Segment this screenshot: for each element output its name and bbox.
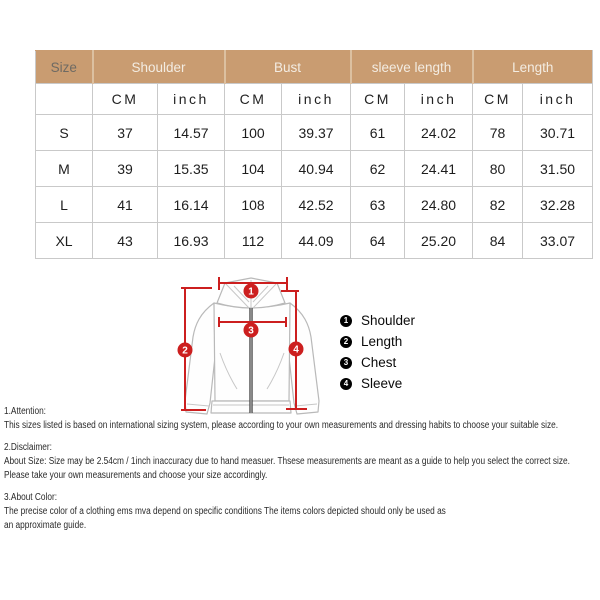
shoulder-inch-cell: 16.93 (158, 223, 225, 259)
shoulder-cm-cell: 43 (93, 223, 158, 259)
size-cell: XL (36, 223, 93, 259)
measurement-legend (340, 310, 415, 394)
bust-inch-unit: inch (282, 84, 351, 115)
marker-4-number: 4 (293, 344, 299, 356)
length-inch-cell: 32.28 (523, 187, 593, 223)
legend-label: Sleeve (361, 376, 403, 391)
bust-cm-unit: CM (225, 84, 282, 115)
note-title: 2.Disclaimer: (4, 442, 52, 453)
bust-cm-cell: 112 (225, 223, 282, 259)
shoulder-inch-unit: inch (158, 84, 225, 115)
sleeve-inch-cell: 24.41 (405, 151, 473, 187)
shoulder-cm-cell: 37 (93, 115, 158, 151)
note-about-color (4, 491, 597, 533)
header-length: Length (473, 51, 593, 84)
note-line: The precise color of a clothing ems mva depend on specific conditions The items colors depicted should only be used as (4, 506, 446, 517)
units-empty-cell (36, 84, 93, 115)
sleeve-cm-cell: 64 (351, 223, 405, 259)
shoulder-cm-unit: CM (93, 84, 158, 115)
legend-item-length (340, 331, 415, 352)
sleeve-inch-cell: 24.02 (405, 115, 473, 151)
length-cm-cell: 80 (473, 151, 523, 187)
sleeve-inch-cell: 24.80 (405, 187, 473, 223)
sleeve-inch-cell: 25.20 (405, 223, 473, 259)
length-inch-cell: 31.50 (523, 151, 593, 187)
sleeve-cm-cell: 63 (351, 187, 405, 223)
note-line: About Size: Size may be 2.54cm / 1inch inaccuracy due to hand measuer. Thsese measurements are meant as a guide to help you select the correct size. (4, 456, 570, 467)
size-cell: L (36, 187, 93, 223)
table-row-xl (36, 223, 593, 259)
note-line: Please take your own measurements and choose your size accordingly. (4, 470, 268, 481)
note-line: an approximate guide. (4, 520, 87, 531)
note-title: 1.Attention: (4, 406, 46, 417)
sleeve-inch-unit: inch (405, 84, 473, 115)
bust-cm-cell: 100 (225, 115, 282, 151)
table-header-row (36, 51, 593, 84)
legend-label: Shoulder (361, 313, 416, 328)
legend-item-shoulder (340, 310, 415, 331)
length-cm-cell: 84 (473, 223, 523, 259)
note-title: 3.About Color: (4, 492, 58, 503)
legend-num-4-icon: 4 (340, 378, 352, 390)
table-row-m (36, 151, 593, 187)
size-table (35, 50, 593, 259)
header-sleeve-length: sleeve length (351, 51, 473, 84)
header-size: Size (36, 51, 93, 84)
legend-item-chest (340, 352, 415, 373)
table-row-s (36, 115, 593, 151)
notes (4, 405, 597, 541)
length-inch-cell: 33.07 (523, 223, 593, 259)
marker-2-number: 2 (182, 345, 188, 357)
note-disclaimer (4, 441, 597, 483)
note-attention (4, 405, 597, 433)
legend-num-3-icon: 3 (340, 357, 352, 369)
shoulder-inch-cell: 15.35 (158, 151, 225, 187)
shoulder-inch-cell: 14.57 (158, 115, 225, 151)
table-row-l (36, 187, 593, 223)
note-line: This sizes listed is based on international sizing system, please according to your own measurements and dressing habits to choose your suitable size. (4, 420, 559, 431)
sleeve-cm-cell: 62 (351, 151, 405, 187)
length-cm-unit: CM (473, 84, 523, 115)
table-units-row (36, 84, 593, 115)
bust-inch-cell: 40.94 (282, 151, 351, 187)
sleeve-cm-cell: 61 (351, 115, 405, 151)
marker-1-number: 1 (248, 286, 254, 298)
legend-num-1-icon: 1 (340, 315, 352, 327)
length-cm-cell: 82 (473, 187, 523, 223)
sleeve-cm-unit: CM (351, 84, 405, 115)
shoulder-cm-cell: 41 (93, 187, 158, 223)
header-shoulder: Shoulder (93, 51, 225, 84)
bust-inch-cell: 39.37 (282, 115, 351, 151)
bust-cm-cell: 104 (225, 151, 282, 187)
size-cell: M (36, 151, 93, 187)
shoulder-inch-cell: 16.14 (158, 187, 225, 223)
legend-item-sleeve (340, 373, 415, 394)
legend-label: Length (361, 334, 403, 349)
legend-label: Chest (361, 355, 397, 370)
header-bust: Bust (225, 51, 351, 84)
jacket-measurement-diagram (150, 265, 330, 425)
shoulder-cm-cell: 39 (93, 151, 158, 187)
legend-num-2-icon: 2 (340, 336, 352, 348)
size-cell: S (36, 115, 93, 151)
marker-3-number: 3 (248, 325, 254, 337)
length-cm-cell: 78 (473, 115, 523, 151)
bust-inch-cell: 44.09 (282, 223, 351, 259)
length-inch-unit: inch (523, 84, 593, 115)
bust-cm-cell: 108 (225, 187, 282, 223)
bust-inch-cell: 42.52 (282, 187, 351, 223)
length-inch-cell: 30.71 (523, 115, 593, 151)
